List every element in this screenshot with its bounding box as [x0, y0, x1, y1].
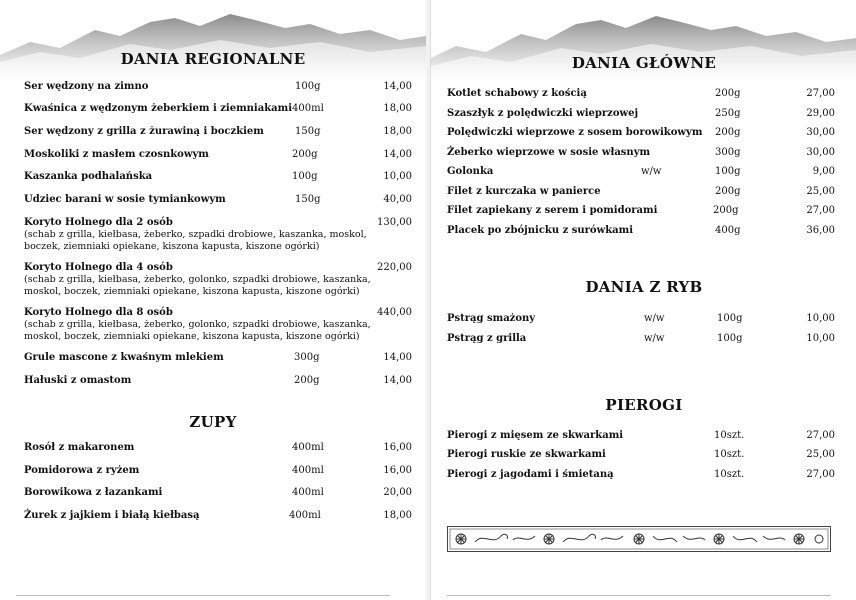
item-price: 14,00: [383, 149, 412, 160]
item-price: 9,00: [812, 166, 835, 177]
item-price: 40,00: [383, 194, 412, 205]
item-name: Rosół z makaronem: [24, 442, 135, 453]
item-price: 16,00: [383, 442, 412, 453]
item-price: 220,00: [377, 262, 412, 273]
item-name: Koryto Holnego dla 8 osób: [24, 307, 173, 318]
item-price: 29,00: [806, 108, 835, 119]
item-quantity: 200g: [294, 375, 320, 386]
item-price: 14,00: [383, 375, 412, 386]
item-name: Pstrąg z grilla: [447, 333, 527, 344]
item-price: 130,00: [377, 217, 412, 228]
item-price: 10,00: [806, 313, 835, 324]
item-quantity: 150g: [295, 194, 321, 205]
item-name: Pstrąg smażony: [447, 313, 536, 324]
item-quantity: 300g: [715, 147, 741, 158]
item-quantity: 200g: [715, 88, 741, 99]
item-name: Ser wędzony z grilla z żurawiną i boczkiem: [24, 126, 264, 137]
page-bottom-rule: [16, 595, 390, 596]
item-quantity: 200g: [715, 186, 741, 197]
item-price: 27,00: [806, 430, 835, 441]
item-quantity: 250g: [715, 108, 741, 119]
item-name: Kwaśnica z wędzonym żeberkiem i ziemniakami: [24, 103, 292, 114]
item-quantity: 400ml: [289, 510, 321, 521]
item-name: Filet zapiekany z serem i pomidorami: [447, 205, 658, 216]
item-weight-note: w/w: [644, 333, 665, 344]
item-name: Filet z kurczaka w panierce: [447, 186, 601, 197]
item-name: Koryto Holnego dla 4 osób: [24, 262, 173, 273]
item-quantity: 400ml: [292, 487, 324, 498]
item-name: Pierogi z jagodami i śmietaną: [447, 469, 614, 480]
item-name: Udziec barani w sosie tymiankowym: [24, 194, 226, 205]
item-price: 18,00: [383, 103, 412, 114]
item-description: (schab z grilla, kiełbasa, żeberko, golonko, szpadki drobiowe, kaszanka, moskol, boczek, ziemniaki opiekane, kiszona kapusta, kiszone ogórki): [24, 319, 371, 342]
item-weight-note: w/w: [644, 313, 665, 324]
item-price: 27,00: [806, 469, 835, 480]
item-quantity: 200g: [715, 127, 741, 138]
item-quantity: 400ml: [292, 103, 324, 114]
item-name: Szaszłyk z polędwiczki wieprzowej: [447, 108, 639, 119]
item-name: Pierogi z mięsem ze skwarkami: [447, 430, 624, 441]
item-quantity: 200g: [713, 205, 739, 216]
item-quantity: 10szt.: [714, 430, 745, 441]
item-quantity: 150g: [295, 126, 321, 137]
item-weight-note: w/w: [641, 166, 662, 177]
item-description: (schab z grilla, kiełbasa, żeberko, szpadki drobiowe, kaszanka, moskol, boczek, ziemniaki opiekane, kiszona kapusta, kiszone ogórki): [24, 229, 367, 252]
item-price: 25,00: [806, 186, 835, 197]
section-title-dania-regionalne: DANIA REGIONALNE: [120, 50, 306, 68]
item-name: Hałuski z omastom: [24, 375, 132, 386]
item-description: (schab z grilla, kiełbasa, żeberko, golonko, szpadki drobiowe, kaszanka, moskol, boczek, ziemniaki opiekane, kiszona kapusta, kiszone ogórki): [24, 274, 371, 297]
item-name: Borowikowa z łazankami: [24, 487, 163, 498]
item-quantity: 100g: [717, 333, 743, 344]
item-quantity: 100g: [295, 81, 321, 92]
section-title-pierogi: PIEROGI: [605, 396, 683, 414]
item-price: 36,00: [806, 225, 835, 236]
item-price: 10,00: [383, 171, 412, 182]
item-name: Pierogi ruskie ze skwarkami: [447, 449, 606, 460]
item-quantity: 100g: [717, 313, 743, 324]
section-title-zupy: ZUPY: [189, 413, 237, 431]
item-price: 30,00: [806, 127, 835, 138]
item-quantity: 100g: [715, 166, 741, 177]
item-price: 20,00: [383, 487, 412, 498]
item-name: Polędwiczki wieprzowe z sosem borowikowym: [447, 127, 703, 138]
item-name: Placek po zbójnicku z surówkami: [447, 225, 633, 236]
item-quantity: 400ml: [292, 465, 324, 476]
item-name: Moskoliki z masłem czosnkowym: [24, 149, 209, 160]
item-name: Żurek z jajkiem i białą kiełbasą: [24, 510, 200, 521]
item-price: 18,00: [383, 126, 412, 137]
mountains-banner-icon: [431, 0, 856, 90]
item-name: Pomidorowa z ryżem: [24, 465, 140, 476]
item-quantity: 300g: [294, 352, 320, 363]
item-price: 27,00: [806, 88, 835, 99]
item-name: Koryto Holnego dla 2 osób: [24, 217, 173, 228]
menu-page-right: [430, 0, 856, 600]
section-title-dania-z-ryb: DANIA Z RYB: [585, 278, 703, 296]
item-quantity: 10szt.: [714, 469, 745, 480]
item-quantity: 400ml: [292, 442, 324, 453]
folk-ornament-icon: [447, 526, 831, 552]
item-quantity: 100g: [292, 171, 318, 182]
menu-page-left: [0, 0, 427, 600]
item-price: 10,00: [806, 333, 835, 344]
item-name: Ser wędzony na zimno: [24, 81, 149, 92]
item-quantity: 10szt.: [714, 449, 745, 460]
mountains-banner-icon: [0, 0, 426, 90]
item-name: Kotlet schabowy z kością: [447, 88, 587, 99]
item-quantity: 200g: [292, 149, 318, 160]
item-name: Golonka: [447, 166, 494, 177]
item-price: 440,00: [377, 307, 412, 318]
section-title-dania-glowne: DANIA GŁÓWNE: [571, 54, 717, 72]
item-name: Kaszanka podhalańska: [24, 171, 153, 182]
item-price: 14,00: [383, 352, 412, 363]
item-price: 30,00: [806, 147, 835, 158]
item-price: 16,00: [383, 465, 412, 476]
item-price: 18,00: [383, 510, 412, 521]
item-quantity: 400g: [715, 225, 741, 236]
item-price: 27,00: [806, 205, 835, 216]
item-name: Żeberko wieprzowe w sosie własnym: [447, 147, 651, 158]
item-name: Grule mascone z kwaśnym mlekiem: [24, 352, 224, 363]
page-bottom-rule: [447, 595, 831, 596]
item-price: 14,00: [383, 81, 412, 92]
item-price: 25,00: [806, 449, 835, 460]
